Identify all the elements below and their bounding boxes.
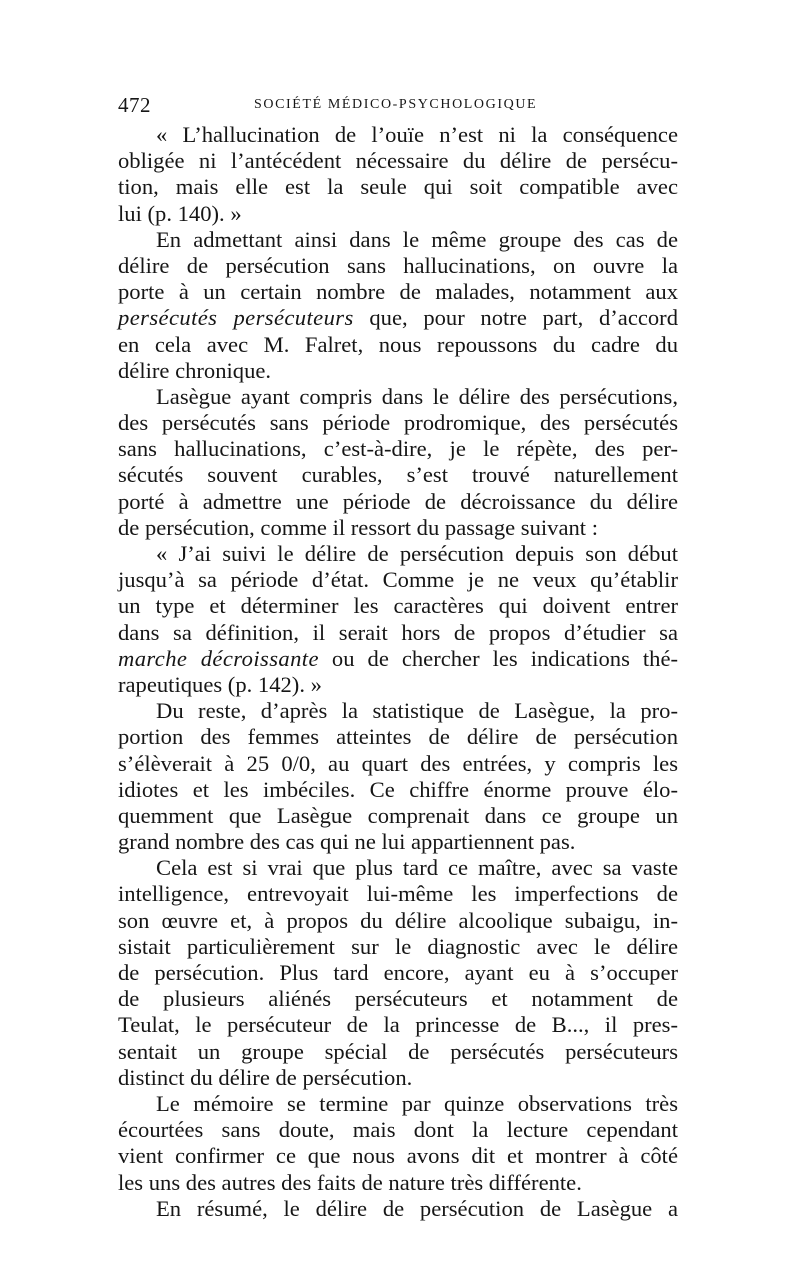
text-line: obligée ni l’antécédent nécessaire du délire de persécu- (118, 148, 678, 174)
text-line: grand nombre des cas qui ne lui appartiennent pas. (118, 829, 576, 855)
text-line: dans sa définition, il serait hors de propos d’étudier sa (118, 619, 678, 645)
text-line: des persécutés sans période prodromique, des persécutés (118, 410, 678, 436)
text-line: Du reste, d’après la statistique de Lasègue, la pro- (156, 698, 678, 724)
text-line: délire de persécution sans hallucinations, on ouvre la (118, 252, 678, 278)
text-line: Teulat, le persécuteur de la princesse de B..., il pres- (118, 1012, 678, 1038)
text-segment: ou de chercher les indications thé- (318, 645, 678, 671)
text-line: sans hallucinations, c’est-à-dire, je le répète, des per- (118, 436, 678, 462)
text-line: de persécution. Plus tard encore, ayant eu à s’occuper (118, 960, 678, 985)
page-number: 472 (118, 93, 151, 117)
text-line: quemment que Lasègue comprenait dans ce groupe un (118, 802, 678, 828)
text-line: portion des femmes atteintes de délire de persécution (118, 724, 678, 750)
text-line (118, 305, 678, 331)
text-line: porte à un certain nombre de malades, notamment aux (118, 279, 678, 305)
text-line (118, 646, 678, 672)
text-line: de plusieurs aliénés persécuteurs et notamment de (118, 986, 678, 1012)
text-line: en cela avec M. Falret, nous repoussons du cadre du (118, 331, 678, 357)
page-header (118, 93, 678, 119)
text-line: intelligence, entrevoyait lui-même les imperfections de (118, 881, 678, 907)
italic-term: marche décroissante (118, 645, 319, 671)
text-segment: que, pour notre part, d’accord (353, 305, 678, 331)
text-line: distinct du délire de persécution. (118, 1064, 413, 1090)
text-line: idiotes et les imbéciles. Ce chiffre énorme prouve élo- (118, 776, 678, 802)
text-line: un type et déterminer les caractères qui doivent entrer (118, 593, 678, 619)
text-line: écourtées sans doute, mais dont la lecture cependant (118, 1117, 678, 1143)
body-text (118, 122, 678, 1222)
text-line: porté à admettre une période de décroissance du délire (118, 488, 678, 514)
text-line: En admettant ainsi dans le même groupe des cas de (156, 226, 678, 252)
text-line: sentait un groupe spécial de persécutés persécuteurs (118, 1038, 678, 1064)
text-line: de persécution, comme il ressort du passage suivant : (118, 514, 598, 540)
text-line: sistait particulièrement sur le diagnostic avec le délire (118, 933, 678, 959)
text-line: son œuvre et, à propos du délire alcoolique subaigu, in- (118, 907, 678, 933)
text-line: Lasègue ayant compris dans le délire des persécutions, (156, 383, 678, 409)
text-line: Le mémoire se termine par quinze observations très (156, 1090, 678, 1116)
text-line: vient confirmer ce que nous avons dit et montrer à côté (118, 1143, 678, 1169)
text-line: jusqu’à sa période d’état. Comme je ne veux qu’établir (118, 567, 678, 593)
text-line: les uns des autres des faits de nature très différente. (118, 1169, 582, 1195)
text-line: délire chronique. (118, 357, 272, 383)
running-title: SOCIÉTÉ MÉDICO-PSYCHOLOGIQUE (254, 97, 538, 112)
text-line: s’élèverait à 25 0/0, au quart des entrées, y compris les (118, 750, 678, 776)
text-line: En résumé, le délire de persécution de Lasègue a (156, 1195, 678, 1221)
text-line: tion, mais elle est la seule qui soit compatible avec (118, 174, 678, 200)
text-line: « J’ai suivi le délire de persécution depuis son début (156, 541, 678, 566)
text-line: sécutés souvent curables, s’est trouvé naturellement (118, 462, 678, 488)
text-line: Cela est si vrai que plus tard ce maître, avec sa vaste (156, 855, 678, 881)
italic-term: persécutés persécuteurs (118, 305, 354, 331)
text-line: « L’hallucination de l’ouïe n’est ni la conséquence (156, 122, 678, 147)
text-line: rapeutiques (p. 142). » (118, 671, 322, 697)
text-line: lui (p. 140). » (118, 200, 242, 226)
